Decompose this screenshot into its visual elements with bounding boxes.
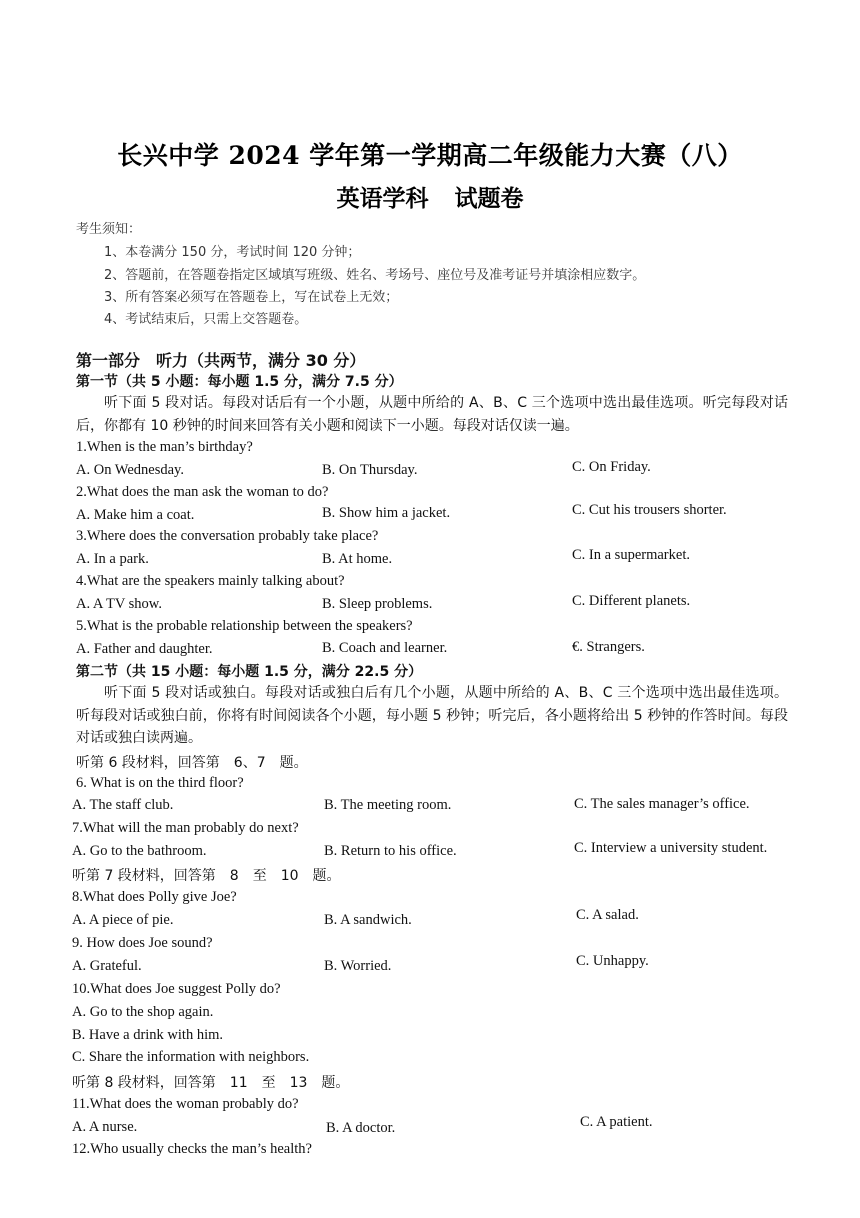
paper-label: 试题卷 xyxy=(454,185,524,212)
q9-option-b: B. Worried. xyxy=(324,958,392,974)
q7-option-c: C. Interview a university student. xyxy=(574,840,768,856)
notice-heading: 考生须知： xyxy=(76,222,142,237)
q6-option-a: A. The staff club. xyxy=(72,797,174,813)
q6-option-b: B. The meeting room. xyxy=(324,797,452,813)
section2-instructions: 听下面 5 段对话或独白。每段对话或独白后有几个小题，从题中所给的 A、B、C 三个选项中选出最佳选项。听每段对话或独白前，你将有时间阅读各个小题，每小题 5 秒钟；听完后，各小题将给出 5 秒钟的作答时间。每段对话或独白读两遍。 xyxy=(76,685,788,746)
material-6-note: 听第 6 段材料，回答第 6、7 题。 xyxy=(76,755,308,771)
q6-option-c: C. The sales manager’s office. xyxy=(574,796,750,812)
q4-option-a: A. A TV show. xyxy=(76,596,162,612)
question-9: 9. How does Joe sound? xyxy=(72,935,213,951)
question-5: 5.What is the probable relationship between the speakers? xyxy=(76,618,413,634)
material-8-note: 听第 8 段材料，回答第 11 至 13 题。 xyxy=(72,1075,350,1091)
q1-option-b: B. On Thursday. xyxy=(322,462,418,478)
part1-heading: 第一部分 听力（共两节，满分 30 分） xyxy=(76,351,366,370)
subject-label: 英语学科 xyxy=(336,185,429,212)
notice-item-4: 4、考试结束后，只需上交答题卷。 xyxy=(104,312,308,327)
q2-option-a: A. Make him a coat. xyxy=(76,507,195,523)
q5-option-a: A. Father and daughter. xyxy=(76,641,213,657)
question-3: 3.Where does the conversation probably take place? xyxy=(76,528,379,544)
material-7-note: 听第 7 段材料，回答第 8 至 10 题。 xyxy=(72,868,341,884)
question-8: 8.What does Polly give Joe? xyxy=(72,889,237,905)
q10-option-b: B. Have a drink with him. xyxy=(72,1027,224,1043)
section1-instructions: 听下面 5 段对话。每段对话后有一个小题，从题中所给的 A、B、C 三个选项中选出最佳选项。听完每段对话后，你都有 10 秒钟的时间来回答有关小题和阅读下一小题。每段对话仅读一遍。 xyxy=(76,395,788,434)
q5-option-c: €. Strangers. xyxy=(572,639,645,655)
question-2: 2.What does the man ask the woman to do? xyxy=(76,484,329,500)
question-10: 10.What does Joe suggest Polly do? xyxy=(72,981,281,997)
q8-option-b: B. A sandwich. xyxy=(324,912,412,928)
section2-heading: 第二节（共 15 小题：每小题 1.5 分，满分 22.5 分） xyxy=(76,664,423,680)
question-12: 12.Who usually checks the man’s health? xyxy=(72,1141,312,1157)
exam-title: 长兴中学 2024 学年第一学期高二年级能力大赛（八） xyxy=(117,141,743,170)
q7-option-b: B. Return to his office. xyxy=(324,843,457,859)
q8-option-a: A. A piece of pie. xyxy=(72,912,174,928)
q11-option-c: C. A patient. xyxy=(580,1114,653,1130)
q3-option-c: C. In a supermarket. xyxy=(572,547,690,563)
question-6: 6. What is on the third floor? xyxy=(76,775,244,791)
q3-option-b: B. At home. xyxy=(322,551,393,567)
notice-item-3: 3、所有答案必须写在答题卷上，写在试卷上无效； xyxy=(104,290,399,305)
question-7: 7.What will the man probably do next? xyxy=(72,820,299,836)
notice-item-1: 1、本卷满分 150 分，考试时间 120 分钟； xyxy=(104,245,361,260)
q11-option-a: A. A nurse. xyxy=(72,1119,138,1135)
q11-option-b: B. A doctor. xyxy=(326,1120,396,1136)
q4-option-c: C. Different planets. xyxy=(572,593,691,609)
q9-option-a: A. Grateful. xyxy=(72,958,142,974)
q3-option-a: A. In a park. xyxy=(76,551,149,567)
q5-option-b: B. Coach and learner. xyxy=(322,640,448,656)
q1-option-a: A. On Wednesday. xyxy=(76,462,184,478)
q4-option-b: B. Sleep problems. xyxy=(322,596,433,612)
q10-option-a: A. Go to the shop again. xyxy=(72,1004,214,1020)
question-1: 1.When is the man’s birthday? xyxy=(76,439,253,455)
question-4: 4.What are the speakers mainly talking about? xyxy=(76,573,345,589)
q2-option-c: C. Cut his trousers shorter. xyxy=(572,502,727,518)
exam-subtitle xyxy=(0,180,860,213)
q1-option-c: C. On Friday. xyxy=(572,459,651,475)
q8-option-c: C. A salad. xyxy=(576,907,639,923)
question-11: 11.What does the woman probably do? xyxy=(72,1096,299,1112)
q2-option-b: B. Show him a jacket. xyxy=(322,505,451,521)
q9-option-c: C. Unhappy. xyxy=(576,953,649,969)
section1-heading: 第一节（共 5 小题：每小题 1.5 分，满分 7.5 分） xyxy=(76,374,403,390)
q10-option-c: C. Share the information with neighbors. xyxy=(72,1049,310,1065)
q7-option-a: A. Go to the bathroom. xyxy=(72,843,207,859)
notice-item-2: 2、答题前，在答题卷指定区域填写班级、姓名、考场号、座位号及准考证号并填涂相应数字。 xyxy=(104,268,646,283)
